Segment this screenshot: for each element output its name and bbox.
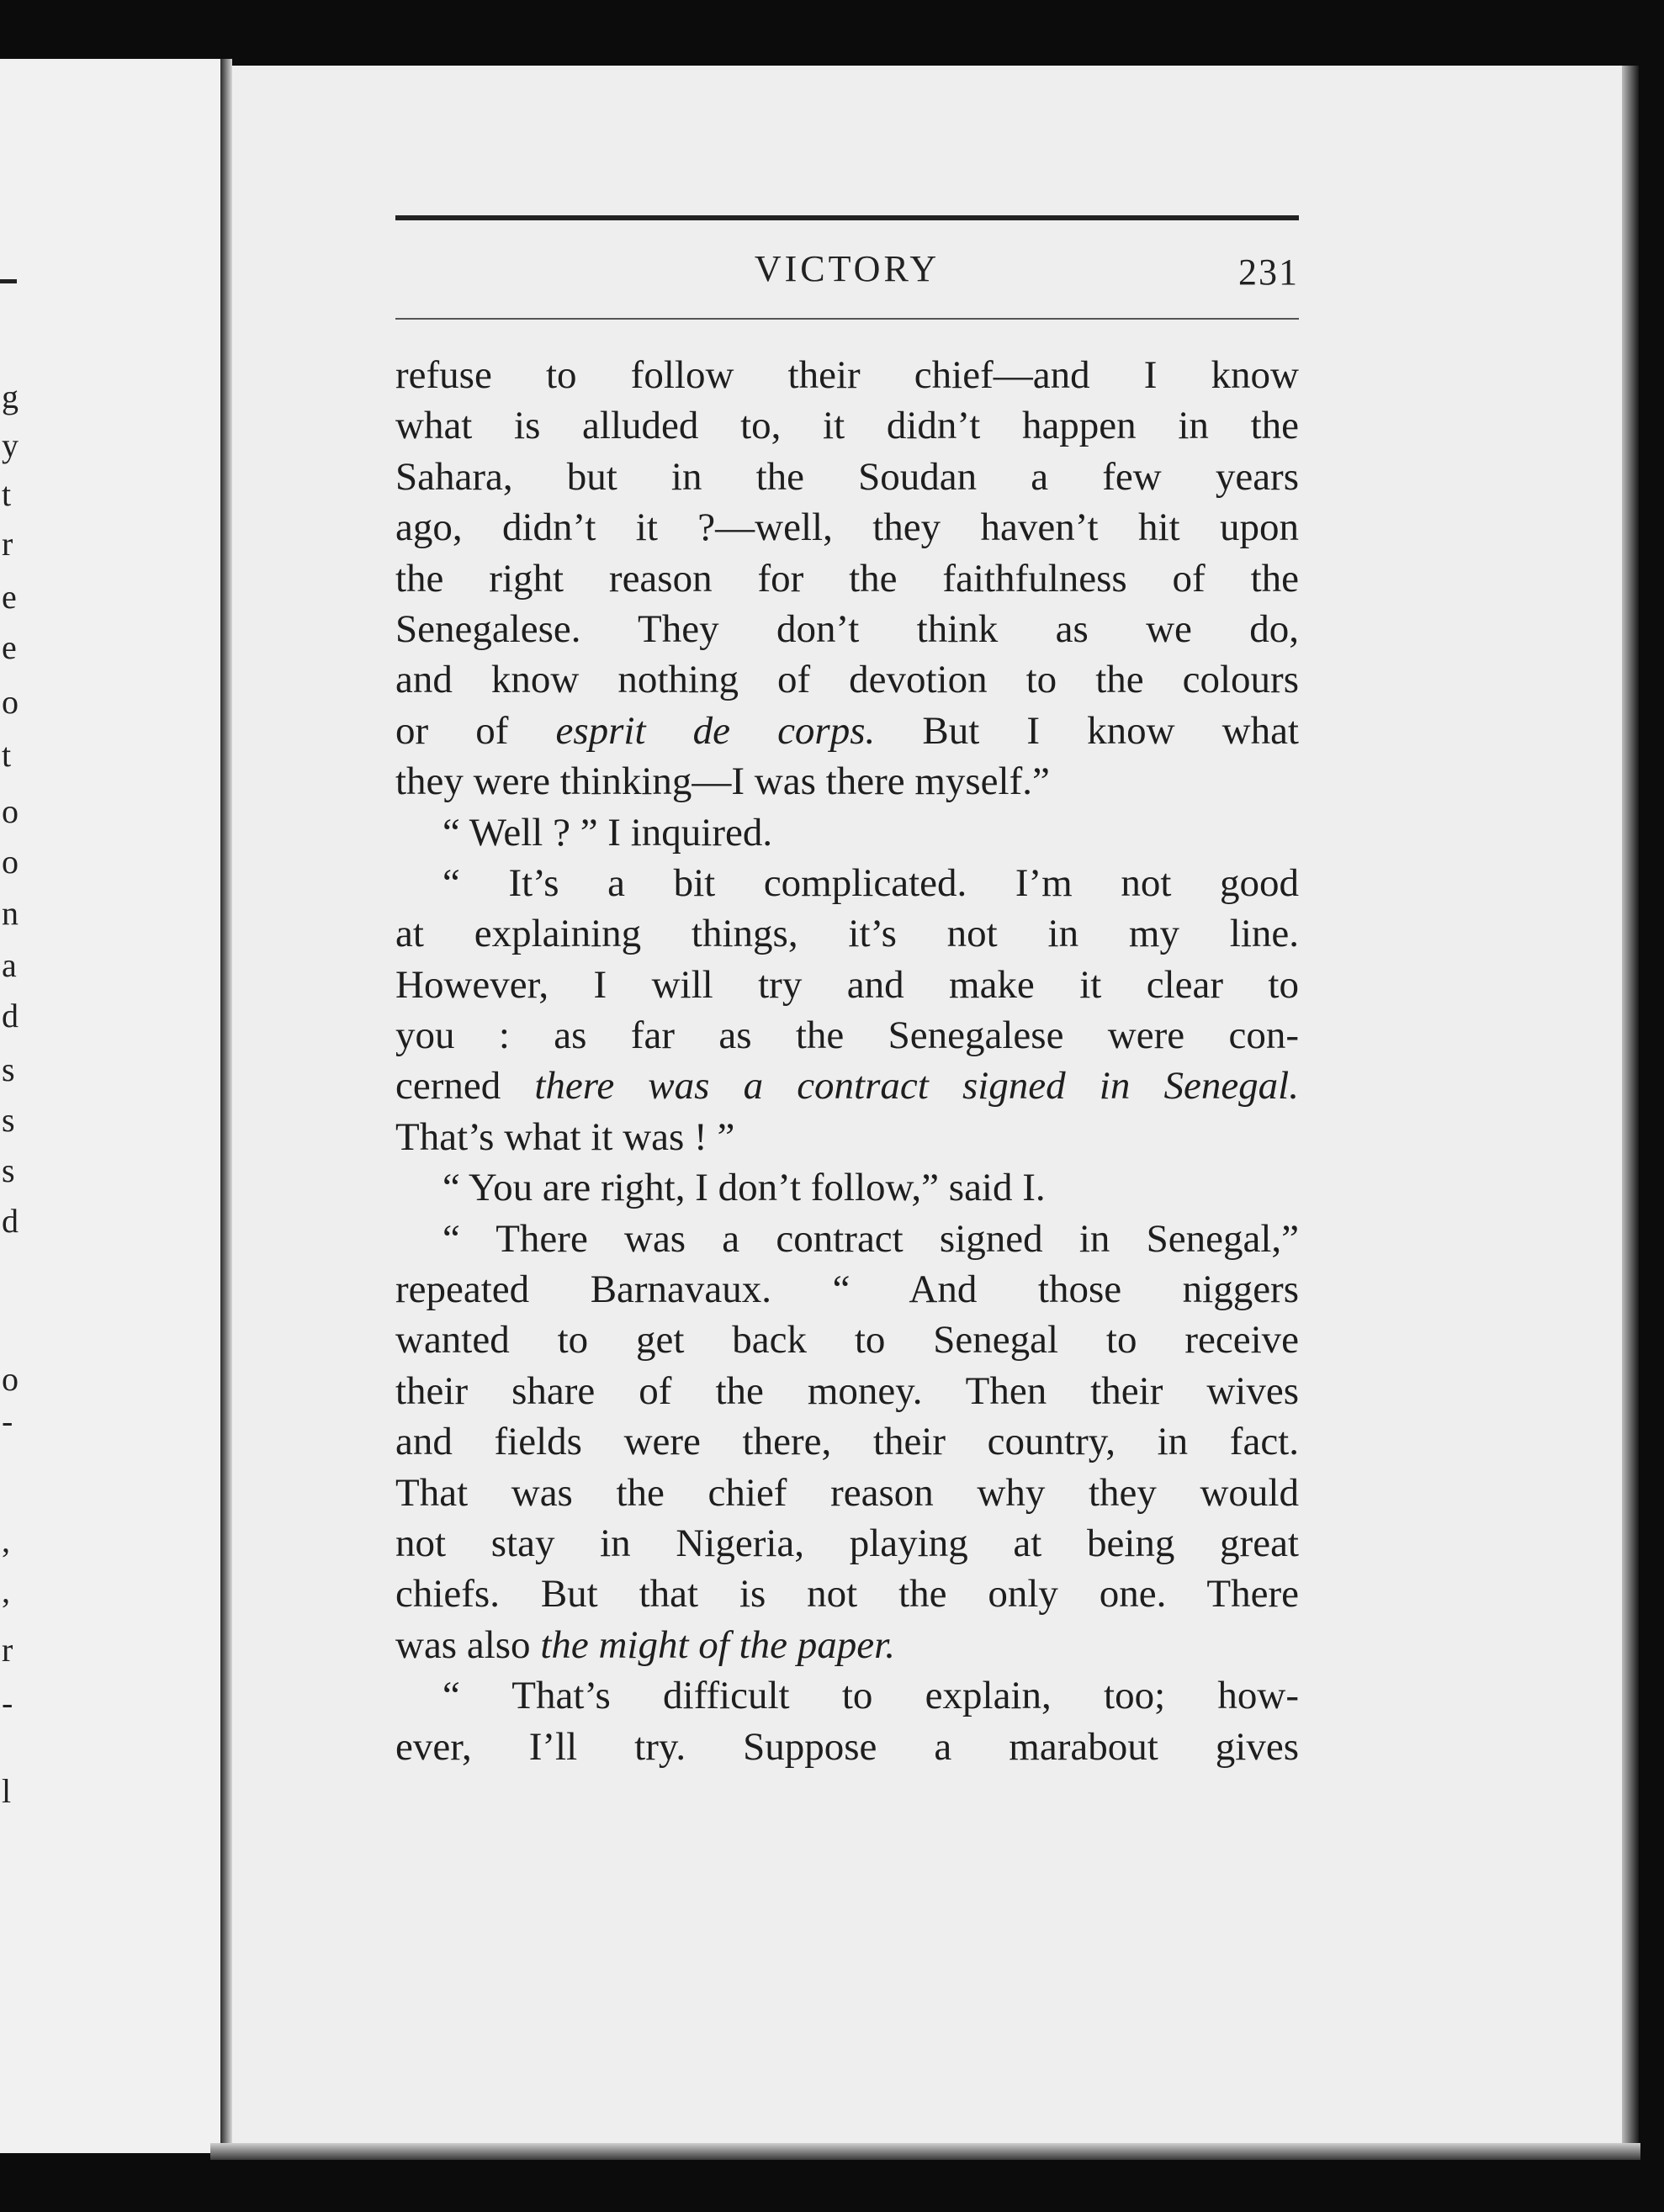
left-edge-character: t <box>2 475 12 513</box>
text-line: refuse to follow their chief—and I know <box>395 353 1299 397</box>
running-title: VICTORY <box>754 248 941 289</box>
text-line <box>395 1620 1299 1670</box>
left-edge-character: o <box>2 683 19 721</box>
left-edge-character: g <box>2 378 19 415</box>
left-edge-character: r <box>2 525 13 563</box>
left-edge-character: l <box>2 1772 12 1810</box>
left-edge-character: s <box>2 1101 15 1139</box>
text-line: “ There was a contract signed in Senegal,” <box>442 1216 1299 1261</box>
left-edge-character: o <box>2 843 19 881</box>
text-line: “ Well ? ” I inquired. <box>442 810 773 855</box>
left-page-mark <box>0 279 17 283</box>
text-segment: or of <box>395 708 556 753</box>
italic-phrase: there was a contract signed in Senegal. <box>534 1064 1299 1109</box>
left-edge-character: a <box>2 946 17 984</box>
text-line <box>395 1061 1299 1111</box>
bottom-page-edge <box>210 2143 1640 2160</box>
text-segment: But I know what <box>875 708 1299 753</box>
left-edge-character: n <box>2 894 19 932</box>
text-line: “ You are right, I don’t follow,” said I. <box>442 1166 1046 1210</box>
text-line: That’s what it was ! ” <box>395 1114 735 1159</box>
left-edge-character: d <box>2 997 19 1035</box>
text-line <box>395 706 1299 756</box>
text-line: That was the chief reason why they would <box>395 1470 1299 1515</box>
text-line: at explaining things, it’s not in my line. <box>395 912 1299 956</box>
italic-phrase: the might of the paper. <box>540 1622 895 1667</box>
text-line: Senegalese. They don’t think as we do, <box>395 606 1299 651</box>
header-underline <box>395 318 1299 320</box>
text-line: and know nothing of devotion to the colours <box>395 658 1299 702</box>
left-edge-character: o <box>2 792 19 830</box>
text-line: their share of the money. Then their wives <box>395 1368 1299 1413</box>
text-segment: cerned <box>395 1064 535 1109</box>
left-edge-character: - <box>2 1402 13 1440</box>
header-rule <box>395 215 1299 220</box>
left-edge-character: r <box>2 1631 13 1669</box>
left-edge-character: s <box>2 1151 15 1189</box>
text-line: and fields were there, their country, in fact. <box>395 1420 1299 1464</box>
left-edge-character: e <box>2 628 17 666</box>
text-segment: was also <box>395 1622 541 1667</box>
right-page-edge <box>1622 66 1639 2153</box>
italic-phrase: esprit de corps. <box>555 708 876 753</box>
left-edge-character: s <box>2 1050 15 1088</box>
running-head <box>395 242 1299 310</box>
text-line: not stay in Nigeria, playing at being great <box>395 1521 1299 1565</box>
left-edge-character: e <box>2 578 17 616</box>
left-edge-character: , <box>2 1521 10 1559</box>
text-line: wanted to get back to Senegal to receive <box>395 1318 1299 1363</box>
body-text <box>395 350 1299 1772</box>
left-edge-character: o <box>2 1360 19 1398</box>
left-edge-character: y <box>2 426 19 464</box>
left-edge-character: , <box>2 1572 10 1610</box>
left-edge-character: d <box>2 1202 19 1240</box>
text-line: chiefs. But that is not the only one. There <box>395 1572 1299 1617</box>
text-line: ago, didn’t it ?—well, they haven’t hit upon <box>395 505 1299 550</box>
text-line: Sahara, but in the Soudan a few years <box>395 454 1299 499</box>
left-edge-character: - <box>2 1684 13 1722</box>
text-line: “ It’s a bit complicated. I’m not good <box>442 860 1299 905</box>
text-line: ever, I’ll try. Suppose a marabout gives <box>395 1724 1299 1769</box>
text-line: “ That’s difficult to explain, too; how- <box>442 1674 1299 1718</box>
left-edge-character: t <box>2 736 12 774</box>
text-line: what is alluded to, it didn’t happen in the <box>395 404 1299 448</box>
left-page-edge <box>0 59 223 2153</box>
text-line: However, I will try and make it clear to <box>395 962 1299 1007</box>
page-number: 231 <box>1238 251 1299 293</box>
book-gutter <box>220 59 232 2153</box>
text-line: the right reason for the faithfulness of the <box>395 556 1299 601</box>
text-line: you : as far as the Senegalese were con- <box>395 1013 1299 1058</box>
text-line: repeated Barnavaux. “ And those niggers <box>395 1267 1299 1312</box>
text-line: they were thinking—I was there myself.” <box>395 759 1050 804</box>
